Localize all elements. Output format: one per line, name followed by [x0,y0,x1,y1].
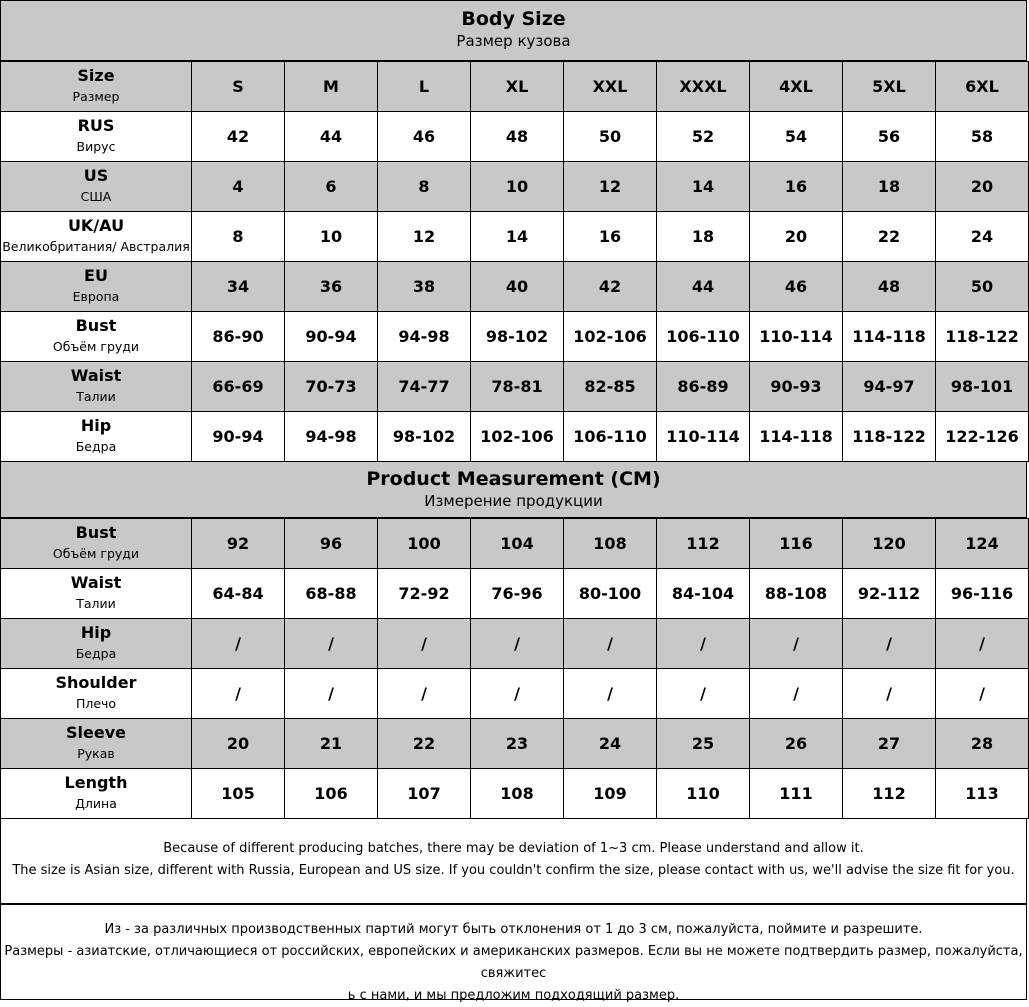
table-cell: 108 [471,769,564,819]
body-size-header [0,0,1027,61]
table-cell: / [936,619,1029,669]
table-row [1,769,1029,819]
table-row [1,312,1029,362]
table-cell: 64-84 [192,569,285,619]
table-cell: 120 [843,519,936,569]
row-label-ru: Европа [72,288,120,304]
table-cell: 26 [750,719,843,769]
table-cell: 4XL [750,62,843,112]
table-row [1,412,1029,462]
table-cell: XL [471,62,564,112]
table-cell: M [285,62,378,112]
row-label [1,162,192,212]
table-cell: 14 [657,162,750,212]
row-label-en: Shoulder [55,672,137,692]
table-cell: / [750,619,843,669]
table-cell: 92-112 [843,569,936,619]
body-size-table [0,61,1029,462]
row-label-en: UK/AU [67,215,125,235]
table-cell: 106 [285,769,378,819]
table-cell: / [750,669,843,719]
row-label-ru: Длина [75,795,117,811]
table-cell: 113 [936,769,1029,819]
row-label-ru: Талии [76,595,116,611]
table-cell: 80-100 [564,569,657,619]
table-cell: / [843,669,936,719]
table-cell: 94-97 [843,362,936,412]
table-cell: 20 [750,212,843,262]
row-label-en: Sleeve [66,722,126,742]
row-label-en: EU [84,265,108,285]
table-cell: 70-73 [285,362,378,412]
row-label-en: RUS [77,115,115,135]
table-cell: 56 [843,112,936,162]
table-cell: 6XL [936,62,1029,112]
table-cell: 74-77 [378,362,471,412]
table-cell: 48 [843,262,936,312]
notes-russian [0,904,1027,1003]
table-cell: / [564,669,657,719]
table-cell: 10 [285,212,378,262]
table-cell: 44 [285,112,378,162]
table-cell: 16 [564,212,657,262]
table-cell: 118-122 [936,312,1029,362]
table-cell: 38 [378,262,471,312]
table-cell: / [285,619,378,669]
table-cell: 46 [750,262,843,312]
table-row [1,569,1029,619]
row-label-ru: Вирус [76,138,116,154]
table-cell: 110-114 [657,412,750,462]
row-label [1,262,192,312]
table-cell: 58 [936,112,1029,162]
table-cell: 84-104 [657,569,750,619]
row-label [1,569,192,619]
table-cell: 5XL [843,62,936,112]
table-cell: 106-110 [657,312,750,362]
table-cell: / [192,619,285,669]
row-label [1,719,192,769]
table-cell: / [471,669,564,719]
table-cell: 114-118 [843,312,936,362]
row-label [1,112,192,162]
table-cell: 46 [378,112,471,162]
row-label-en: Hip [80,415,112,435]
table-cell: 98-101 [936,362,1029,412]
row-label-ru: США [80,188,112,204]
table-cell: 36 [285,262,378,312]
row-label-ru: Талии [76,388,116,404]
table-cell: 98-102 [471,312,564,362]
table-cell: / [285,669,378,719]
table-cell: / [564,619,657,669]
table-cell: 114-118 [750,412,843,462]
table-row [1,669,1029,719]
table-cell: 102-106 [471,412,564,462]
table-cell: / [378,619,471,669]
row-label-en: Bust [75,522,117,542]
table-cell: 122-126 [936,412,1029,462]
table-cell: 76-96 [471,569,564,619]
row-label [1,312,192,362]
table-cell: 90-94 [192,412,285,462]
product-measurement-table [0,518,1029,819]
row-label [1,769,192,819]
note-ru-line-3: ь с нами, и мы предложим подходящий размер. [347,988,680,1003]
table-cell: 22 [378,719,471,769]
table-row [1,62,1029,112]
table-cell: 50 [936,262,1029,312]
row-label [1,619,192,669]
table-cell: 22 [843,212,936,262]
table-cell: 105 [192,769,285,819]
table-cell: 44 [657,262,750,312]
table-cell: 40 [471,262,564,312]
table-cell: 24 [564,719,657,769]
table-cell: 78-81 [471,362,564,412]
row-label-ru: Объём груди [52,545,140,561]
table-cell: 66-69 [192,362,285,412]
table-cell: 112 [843,769,936,819]
row-label-en: Bust [75,315,117,335]
table-cell: / [378,669,471,719]
table-cell: 124 [936,519,1029,569]
row-label-ru: Рукав [77,745,115,761]
table-row [1,212,1029,262]
table-row [1,362,1029,412]
row-label-en: US [83,165,109,185]
row-label-en: Waist [70,365,122,385]
table-cell: 52 [657,112,750,162]
row-label-en: Hip [80,622,112,642]
table-cell: 102-106 [564,312,657,362]
table-cell: 68-88 [285,569,378,619]
row-label-ru: Бедра [75,645,117,661]
table-cell: 18 [843,162,936,212]
row-label [1,62,192,112]
table-cell: 48 [471,112,564,162]
table-cell: / [657,669,750,719]
row-label [1,412,192,462]
table-cell: 106-110 [564,412,657,462]
table-cell: 25 [657,719,750,769]
row-label-ru: Размер [72,88,120,104]
table-cell: 98-102 [378,412,471,462]
table-cell: 8 [378,162,471,212]
table-cell: 10 [471,162,564,212]
table-cell: 18 [657,212,750,262]
table-cell: 88-108 [750,569,843,619]
table-cell: 100 [378,519,471,569]
table-cell: 20 [936,162,1029,212]
table-row [1,719,1029,769]
row-label-ru: Плечо [75,695,117,711]
table-cell: 110 [657,769,750,819]
table-cell: 6 [285,162,378,212]
table-cell: 12 [378,212,471,262]
table-cell: 27 [843,719,936,769]
table-cell: 34 [192,262,285,312]
table-cell: 72-92 [378,569,471,619]
table-cell: 96-116 [936,569,1029,619]
table-cell: / [471,619,564,669]
table-cell: 110-114 [750,312,843,362]
table-cell: 86-89 [657,362,750,412]
table-cell: 96 [285,519,378,569]
body-size-title: Body Size [461,8,566,30]
table-cell: 16 [750,162,843,212]
table-cell: 4 [192,162,285,212]
table-cell: 111 [750,769,843,819]
table-cell: 42 [192,112,285,162]
row-label-en: Waist [70,572,122,592]
table-row [1,519,1029,569]
table-cell: 94-98 [378,312,471,362]
table-cell: 20 [192,719,285,769]
row-label [1,212,192,262]
table-cell: 92 [192,519,285,569]
table-cell: 8 [192,212,285,262]
table-cell: / [657,619,750,669]
notes-english [0,818,1027,904]
table-row [1,112,1029,162]
table-cell: 109 [564,769,657,819]
table-cell: / [192,669,285,719]
row-label-ru: Великобритания/ Австралия [2,238,190,254]
table-cell: 112 [657,519,750,569]
table-cell: 82-85 [564,362,657,412]
row-label [1,362,192,412]
table-cell: 86-90 [192,312,285,362]
note-ru-line-1: Из - за различных производственных партий могут быть отклонения от 1 до 3 см, пожалуйста, поймите и разрешите. [104,922,923,937]
table-cell: 21 [285,719,378,769]
table-cell: 90-93 [750,362,843,412]
table-cell: 28 [936,719,1029,769]
table-cell: XXL [564,62,657,112]
table-row [1,262,1029,312]
table-cell: S [192,62,285,112]
table-cell: 107 [378,769,471,819]
row-label [1,519,192,569]
row-label-ru: Объём груди [52,338,140,354]
row-label-ru: Бедра [75,438,117,454]
body-size-title-ru: Размер кузова [456,32,571,50]
table-cell: 42 [564,262,657,312]
table-cell: 90-94 [285,312,378,362]
table-cell: 12 [564,162,657,212]
table-cell: 104 [471,519,564,569]
row-label-en: Size [77,65,115,85]
product-measurement-title-ru: Измерение продукции [424,492,603,510]
table-row [1,162,1029,212]
table-cell: / [936,669,1029,719]
row-label [1,669,192,719]
table-cell: 23 [471,719,564,769]
table-cell: L [378,62,471,112]
product-measurement-header [0,461,1027,518]
table-cell: XXXL [657,62,750,112]
note-en-line-1: Because of different producing batches, there may be deviation of 1~3 cm. Please understand and allow it. [163,841,864,856]
table-cell: 24 [936,212,1029,262]
note-en-line-2: The size is Asian size, different with Russia, European and US size. If you couldn't confirm the size, please contact with us, we'll advise the size fit for you. [12,863,1015,878]
table-cell: / [843,619,936,669]
table-row [1,619,1029,669]
table-cell: 118-122 [843,412,936,462]
table-cell: 94-98 [285,412,378,462]
product-measurement-title: Product Measurement (CM) [366,468,661,490]
table-cell: 54 [750,112,843,162]
note-ru-line-2: Размеры - азиатские, отличающиеся от российских, европейских и американских размеров. Если вы не можете подтвердить размер, пожалуйста, свяжитес [4,944,1023,981]
table-cell: 108 [564,519,657,569]
row-label-en: Length [64,772,128,792]
table-cell: 116 [750,519,843,569]
table-cell: 50 [564,112,657,162]
table-cell: 14 [471,212,564,262]
